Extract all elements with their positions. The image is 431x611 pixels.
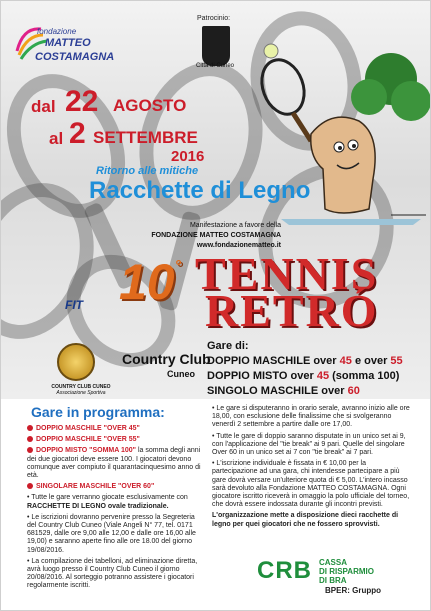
programma-item-desc: la somma degli anni dei due giocatori deve essere 100. I giocatori devono comunque aver compiuto il quarantacinquesimo anno di età. xyxy=(27,447,201,480)
tennis-ball-icon xyxy=(264,44,278,58)
rules-paragraph: • Le gare si disputeranno in orario serale, avranno inizio alle ore 18,00, con esclusione delle finalissime che si svolgeranno venerdì 2 settembre a partire dalle ore 17,00. xyxy=(212,405,410,429)
gare-line2-note: (somma 100) xyxy=(329,370,400,382)
cassa-line3: DI BRA xyxy=(319,576,347,585)
patrocinio-label: Patrocinio: xyxy=(197,15,231,22)
crest-label-line1: COUNTRY CLUB CUNEO xyxy=(51,384,111,390)
bullet-icon xyxy=(27,483,33,489)
gare-line3-age: 60 xyxy=(347,385,360,397)
programma-item xyxy=(27,425,203,433)
programma-item-text: DOPPIO MASCHILE "OVER 45" xyxy=(36,425,140,432)
programma-paragraph: • Le iscrizioni dovranno pervenire presso la Segreteria del Country Club Cuneo (Viale Angeli N° 77, tel. 0171 681529, dalle ore 9,00 alle 12,00 e dalle ore 16,00 alle 19,00) e saranno aperte fino alle ore 18.00 del giorno 19/08/2016. xyxy=(27,513,196,554)
poster-top-artwork xyxy=(1,1,431,399)
cassa-line1: CASSA xyxy=(319,558,348,567)
rules-paragraph: • Tutte le gare di doppio saranno disputate in un unico set ai 9, con l'applicazione del "tie break" ai 9 pari. Quelle del singolare Over 60 in un unico set ai 7 con "tie break" ai 7 pari. xyxy=(212,432,406,457)
edition-ordinal: ° xyxy=(174,258,182,275)
fit-logo: FIT xyxy=(65,298,83,312)
rules-paragraph: • L'iscrizione individuale è fissata in € 10,00 per la partecipazione ad una gara, chi intendesse partecipare a più gare dovrà versare un'ulteriore quota di € 5,00. L'intero incasso sarà devoluto alla Fondazione MATTEO COSTAMAGNA. Ogni giocatore iscritto riceverà in omaggio la polo ufficiale del torneo, che dovrà essere indossata durante gli incontri previsti. xyxy=(212,460,410,509)
mascot-racket xyxy=(255,54,312,141)
gare-line2-text: DOPPIO MISTO over xyxy=(207,370,317,382)
date-month2: SETTEMBRE xyxy=(93,128,198,147)
date-dal: dal xyxy=(31,97,56,116)
racchette-di-legno-title: Racchette di Legno xyxy=(89,177,311,204)
mascot-trunk xyxy=(311,117,375,213)
cassa-line2: DI RISPARMIO xyxy=(319,567,374,576)
paragraph-bold: RACCHETTE DI LEGNO ovale tradizionale. xyxy=(27,502,169,510)
gare-line-doppio-maschile xyxy=(207,354,403,369)
country-club-crest-label xyxy=(41,384,121,396)
bullet-icon xyxy=(27,447,33,453)
fondazione-name: MATTEO xyxy=(45,37,91,49)
mascot-ground xyxy=(281,215,426,225)
date-month1: AGOSTO xyxy=(113,96,187,115)
manifestazione-line2: FONDAZIONE MATTEO COSTAMAGNA xyxy=(151,232,281,239)
tennis-title: TENNIS xyxy=(195,248,379,299)
fondazione-logo xyxy=(13,21,115,67)
country-club-name: Country Club xyxy=(122,351,211,367)
country-club-crest-icon xyxy=(57,343,95,381)
programma-item-text: SINGOLARE MASCHILE "OVER 60" xyxy=(36,483,155,491)
citta-di-cuneo-label: Città di Cuneo xyxy=(196,63,235,69)
ritorno-subtitle: Ritorno alle mitiche xyxy=(96,165,199,177)
programma-paragraph: • La compilazione dei tabelloni, ad eliminazione diretta, avrà luogo presso il Country Club Cuneo il giorno 20/08/2016. Al sorteggio potranno assistere i giocatori regolarmente iscritti. xyxy=(27,557,198,590)
fondazione-surname: COSTAMAGNA xyxy=(35,51,115,63)
crest-label-line2: Associazione Sportiva xyxy=(56,390,106,396)
gare-line3-text: SINGOLO MASCHILE over xyxy=(207,385,348,397)
gare-line1-age1: 45 xyxy=(339,355,352,367)
gare-line1-text: DOPPIO MASCHILE over xyxy=(207,355,340,367)
bullet-icon xyxy=(27,425,33,431)
programma-title: Gare in programma: xyxy=(31,404,165,420)
gare-title: Gare di: xyxy=(207,340,249,352)
paragraph-text: • Tutte le gare verranno giocate esclusivamente con xyxy=(27,494,188,502)
date-day2: 2 xyxy=(69,117,86,150)
manifestazione-website: www.fondazionematteo.it xyxy=(196,242,281,249)
programma-item xyxy=(27,447,203,480)
date-al: al xyxy=(49,129,64,148)
gare-line1-mid: e over xyxy=(351,355,391,367)
gare-line1-age2: 55 xyxy=(390,355,403,367)
bullet-icon xyxy=(27,436,33,442)
gare-line-doppio-misto xyxy=(207,369,403,384)
programma-item xyxy=(27,436,203,444)
gare-line-singolo xyxy=(207,384,403,399)
programma-paragraph xyxy=(27,494,203,510)
manifestazione-line1: Manifestazione a favore della xyxy=(189,222,281,229)
crb-logo: CRB xyxy=(257,557,312,584)
gare-summary xyxy=(207,339,403,399)
date-day1: 22 xyxy=(65,85,99,118)
programma-right-column xyxy=(212,405,412,532)
retro-title: RETRÓ xyxy=(205,285,379,336)
country-club-city: Cuneo xyxy=(167,369,195,379)
edition-number xyxy=(119,253,181,311)
edition-number-value: 10 xyxy=(119,254,175,310)
cartoon-mascot-image xyxy=(241,39,431,249)
programma-item xyxy=(27,483,203,491)
date-year: 2016 xyxy=(171,148,205,165)
cuneo-crest-icon xyxy=(202,26,230,66)
mascot-foliage xyxy=(351,53,431,121)
cassa-di-risparmio-label xyxy=(319,558,374,585)
rules-paragraph-bold: L'organizzazione mette a disposizione dieci racchette di legno per quei giocatori che ne fossero sprovvisti. xyxy=(212,512,399,528)
programma-item-text: DOPPIO MASCHILE "OVER 55" xyxy=(36,436,140,444)
gare-line2-age: 45 xyxy=(316,370,330,382)
fondazione-label: fondazione xyxy=(37,27,77,36)
bper-gruppo-label: BPER: Gruppo xyxy=(325,586,381,595)
programma-item-text: DOPPIO MISTO "SOMMA 100" xyxy=(36,447,136,455)
programma-left-column xyxy=(27,425,203,594)
